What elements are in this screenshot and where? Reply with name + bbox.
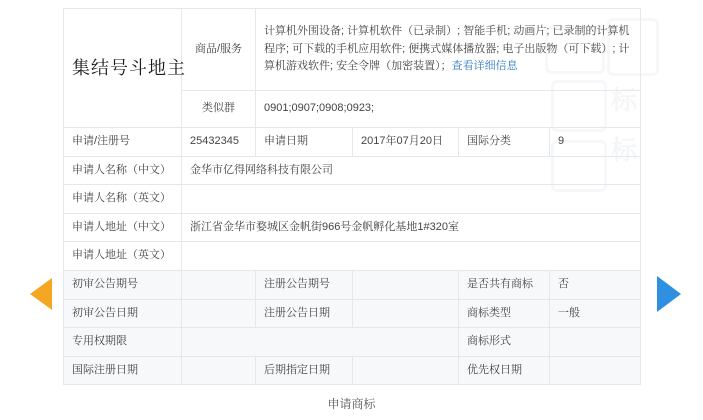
table-row xyxy=(64,270,641,299)
field-value-preliminary-announcement-issue xyxy=(182,270,256,299)
goods-value xyxy=(256,9,641,91)
trademark-table xyxy=(63,8,641,385)
page-caption: 申请商标 xyxy=(327,397,376,411)
trademark-logo-cell xyxy=(64,9,186,128)
goods-label: 商品/服务 xyxy=(182,9,256,91)
table-row xyxy=(64,328,641,357)
field-label-international-registration-date: 国际注册日期 xyxy=(64,356,182,385)
field-label-registration-announcement-issue: 注册公告期号 xyxy=(256,270,353,299)
watermark-char: 标 xyxy=(611,85,638,115)
field-value-registration-announcement-issue xyxy=(353,270,459,299)
field-label-priority-date: 优先权日期 xyxy=(459,356,550,385)
field-label-applicant-name-en: 申请人名称（英文） xyxy=(64,185,182,214)
field-label-applicant-address-en: 申请人地址（英文） xyxy=(64,242,182,271)
field-label-international-class: 国际分类 xyxy=(459,128,550,157)
field-value-applicant-address-cn: 浙江省金华市婺城区金帆街966号金帆孵化基地1#320室 xyxy=(182,213,641,242)
field-label-trademark-form: 商标形式 xyxy=(459,328,550,357)
field-label-is-shared-trademark: 是否共有商标 xyxy=(459,270,550,299)
field-label-application-date: 申请日期 xyxy=(256,128,353,157)
field-label-applicant-address-cn: 申请人地址（中文） xyxy=(64,213,182,242)
field-value-is-shared-trademark: 否 xyxy=(550,270,641,299)
field-value-trademark-form xyxy=(550,328,641,357)
field-value-applicant-name-cn: 金华市亿得网络科技有限公司 xyxy=(182,156,641,185)
field-value-international-registration-date xyxy=(182,356,256,385)
triangle-right-icon[interactable] xyxy=(657,276,681,312)
field-label-application-number: 申请/注册号 xyxy=(64,128,182,157)
field-label-exclusive-right-period: 专用权期限 xyxy=(64,328,182,357)
field-label-preliminary-announcement-issue: 初审公告期号 xyxy=(64,270,182,299)
table-row xyxy=(64,356,641,385)
similar-group-value: 0901;0907;0908;0923; xyxy=(256,91,641,128)
field-label-subsequent-designation-date: 后期指定日期 xyxy=(256,356,353,385)
field-label-registration-announcement-date: 注册公告日期 xyxy=(256,299,353,328)
table-row xyxy=(64,185,641,214)
field-value-applicant-name-en xyxy=(182,185,641,214)
field-value-subsequent-designation-date xyxy=(353,356,459,385)
field-value-registration-announcement-date xyxy=(353,299,459,328)
watermark-char: 标 xyxy=(611,135,638,165)
field-label-applicant-name-cn: 申请人名称（中文） xyxy=(64,156,182,185)
goods-text: 计算机外围设备; 计算机软件（已录制）; 智能手机; 动画片; 已录制的计算机程序; 可下载的手机应用软件; 便携式媒体播放器; 电子出版物（可下载）; 计算机游戏软件; 安全令牌（加密装置）； xyxy=(264,25,630,73)
table-row xyxy=(64,156,641,185)
field-value-application-number: 25432345 xyxy=(182,128,256,157)
table-row-goods xyxy=(64,9,641,91)
field-value-exclusive-right-period xyxy=(182,328,459,357)
field-value-trademark-type: 一般 xyxy=(550,299,641,328)
field-label-preliminary-announcement-date: 初审公告日期 xyxy=(64,299,182,328)
trademark-card xyxy=(63,8,640,385)
table-row xyxy=(64,128,641,157)
field-label-trademark-type: 商标类型 xyxy=(459,299,550,328)
field-value-preliminary-announcement-date xyxy=(182,299,256,328)
table-row xyxy=(64,213,641,242)
field-value-application-date: 2017年07月20日 xyxy=(353,128,459,157)
field-value-applicant-address-en xyxy=(182,242,641,271)
table-row xyxy=(64,299,641,328)
similar-group-label: 类似群 xyxy=(182,91,256,128)
detail-link[interactable]: 查看详细信息 xyxy=(451,60,518,73)
table-row xyxy=(64,242,641,271)
field-value-priority-date xyxy=(550,356,641,385)
trademark-logo-text: 集结号斗地主 xyxy=(72,57,186,78)
triangle-left-icon[interactable] xyxy=(30,278,52,310)
field-value-international-class: 9 xyxy=(550,128,641,157)
